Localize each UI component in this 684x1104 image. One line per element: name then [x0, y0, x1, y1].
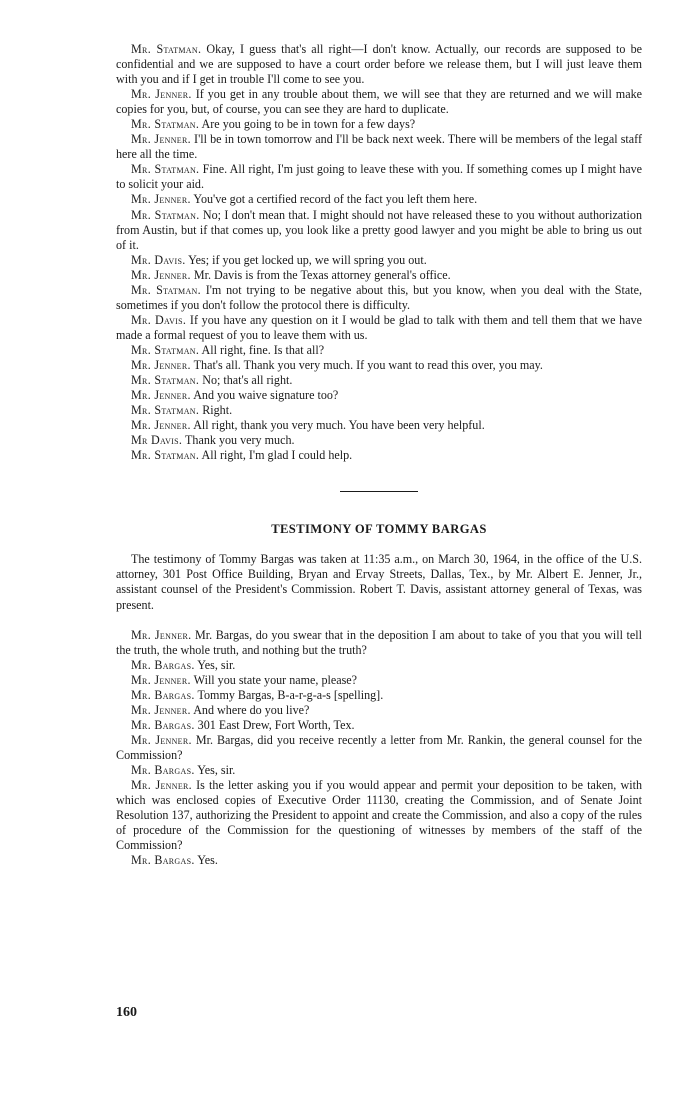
speech-text: All right, thank you very much. You have been very helpful.: [190, 418, 485, 433]
speech-text: If you get in any trouble about them, we will see that they are returned and we will make copies for you, but, of course, you can see they are hard to duplicate.: [116, 87, 642, 117]
speech-text: I'll be in town tomorrow and I'll be back next week. There will be members of the legal staff here all the time.: [116, 132, 642, 162]
transcript-line: [116, 688, 642, 703]
transcript-line: [116, 343, 642, 358]
transcript-line: [116, 418, 642, 433]
speaker-name: Mr Davis.: [131, 433, 183, 448]
transcript-top: [116, 42, 642, 463]
transcript-line: [116, 42, 642, 87]
transcript-line: [116, 703, 642, 718]
transcript-line: [116, 718, 642, 733]
speaker-name: Mr. Jenner.: [131, 702, 191, 717]
speaker-name: Mr. Statman.: [131, 342, 200, 357]
transcript-line: [116, 192, 642, 207]
transcript-line: [116, 87, 642, 117]
transcript-line: [116, 763, 642, 778]
speech-text: Right.: [199, 403, 233, 418]
speech-text: If you have any question on it I would be glad to talk with them and tell them that we have made a formal request of you to leave them with us.: [116, 312, 643, 342]
speech-text: Tommy Bargas, B-a-r-g-a-s [spelling].: [194, 687, 384, 702]
section-divider: [340, 491, 418, 492]
speaker-name: Mr. Jenner.: [131, 418, 191, 433]
speech-text: No; I don't mean that. I might should not have released these to you without authorization from Austin, but if that comes up, you look like a pretty good lawyer and you might be able to bring us out of it.: [116, 207, 642, 252]
transcript-line: [116, 132, 642, 162]
speech-text: 301 East Drew, Fort Worth, Tex.: [194, 717, 355, 732]
speaker-name: Mr. Statman.: [131, 373, 200, 388]
speaker-name: Mr. Statman.: [131, 117, 200, 132]
speaker-name: Mr. Statman.: [131, 207, 200, 222]
transcript-line: [116, 403, 642, 418]
transcript-line: [116, 162, 642, 192]
transcript-line: [116, 658, 642, 673]
speaker-name: Mr. Jenner.: [131, 672, 191, 687]
intro-paragraph: The testimony of Tommy Bargas was taken at 11:35 a.m., on March 30, 1964, in the office of the U.S. attorney, 301 Post Office Building, Bryan and Ervay Streets, Dallas, Tex., by Mr. Albert E. Jenner, Jr., assistant counsel of the President's Commission. Robert T. Davis, assistant attorney general of Texas, was present.: [116, 552, 642, 612]
transcript-line: [116, 313, 642, 343]
transcript-line: [116, 448, 642, 463]
transcript-line: [116, 733, 642, 763]
transcript-bottom: [116, 628, 642, 869]
speech-text: Thank you very much.: [182, 433, 295, 448]
speaker-name: Mr. Bargas.: [131, 657, 195, 672]
speech-text: Fine. All right, I'm just going to leave these with you. If something comes up I might have to solicit your aid.: [116, 162, 642, 192]
speaker-name: Mr. Jenner.: [131, 267, 191, 282]
speaker-name: Mr. Davis.: [131, 312, 187, 327]
section-heading: TESTIMONY OF TOMMY BARGAS: [271, 522, 487, 537]
speaker-name: Mr. Statman.: [131, 448, 200, 463]
transcript-line: [116, 853, 642, 868]
transcript-line: [116, 433, 642, 448]
speaker-name: Mr. Jenner.: [131, 357, 191, 372]
transcript-line: [116, 778, 642, 853]
speech-text: All right, I'm glad I could help.: [199, 448, 353, 463]
transcript-line: [116, 628, 642, 658]
document-page: [116, 42, 642, 868]
speech-text: You've got a certified record of the fact you left them here.: [190, 192, 478, 207]
transcript-line: [116, 268, 642, 283]
transcript-line: [116, 373, 642, 388]
transcript-line: [116, 253, 642, 268]
speech-text: I'm not trying to be negative about this, but you know, when you deal with the State, sometimes if you don't follow the protocol there is difficulty.: [116, 282, 642, 312]
transcript-line: [116, 117, 642, 132]
speech-text: And you waive signature too?: [190, 388, 339, 403]
transcript-line: [116, 673, 642, 688]
speaker-name: Mr. Bargas.: [131, 762, 195, 777]
speech-text: Mr. Davis is from the Texas attorney general's office.: [190, 267, 451, 282]
speaker-name: Mr. Bargas.: [131, 717, 195, 732]
speech-text: Okay, I guess that's all right—I don't know. Actually, our records are supposed to be confidential and we are supposed to have a court order before we release them, but I will just leave them with you and if I get in trouble I'll come to see you.: [116, 42, 642, 87]
transcript-line: [116, 358, 642, 373]
page-number: 160: [116, 1005, 137, 1020]
speaker-name: Mr. Bargas.: [131, 687, 195, 702]
speaker-name: Mr. Statman.: [131, 42, 202, 56]
speaker-name: Mr. Jenner.: [131, 132, 191, 147]
speaker-name: Mr. Jenner.: [131, 87, 192, 102]
speaker-name: Mr. Davis.: [131, 252, 186, 267]
speech-text: Are you going to be in town for a few days?: [199, 117, 416, 132]
speech-text: Will you state your name, please?: [190, 672, 358, 687]
speaker-name: Mr. Statman.: [131, 403, 200, 418]
transcript-line: [116, 388, 642, 403]
speaker-name: Mr. Bargas.: [131, 853, 195, 868]
speaker-name: Mr. Jenner.: [131, 778, 192, 793]
speech-text: Yes; if you get locked up, we will spring you out.: [185, 252, 427, 267]
paragraph-gap: [116, 613, 642, 628]
speech-text: That's all. Thank you very much. If you want to read this over, you may.: [190, 357, 543, 372]
speaker-name: Mr. Jenner.: [131, 627, 192, 642]
speech-text: Yes, sir.: [194, 657, 236, 672]
speaker-name: Mr. Jenner.: [131, 192, 191, 207]
transcript-line: [116, 283, 642, 313]
speaker-name: Mr. Statman.: [131, 162, 200, 177]
speech-text: Yes, sir.: [194, 762, 236, 777]
transcript-line: [116, 208, 642, 253]
speech-text: Is the letter asking you if you would appear and permit your deposition to be taken, with which was enclosed copies of Executive Order 11130, creating the Commission, and of Senate Joint Resolution 137, authorizing the President to appoint and create the Commission, and also a copy of the rules of procedure of the Commission for the questioning of witnesses by members of the staff of the Commission?: [116, 778, 642, 853]
speech-text: Yes.: [194, 853, 218, 868]
speech-text: Mr. Bargas, do you swear that in the deposition I am about to take of you that you will tell the truth, the whole truth, and nothing but the truth?: [116, 627, 642, 657]
speech-text: And where do you live?: [190, 702, 310, 717]
speech-text: Mr. Bargas, did you receive recently a letter from Mr. Rankin, the general counsel for the Commission?: [116, 732, 642, 762]
speaker-name: Mr. Jenner.: [131, 388, 191, 403]
speech-text: No; that's all right.: [199, 373, 293, 388]
speech-text: All right, fine. Is that all?: [199, 342, 325, 357]
speaker-name: Mr. Statman.: [131, 282, 201, 297]
speaker-name: Mr. Jenner.: [131, 732, 192, 747]
